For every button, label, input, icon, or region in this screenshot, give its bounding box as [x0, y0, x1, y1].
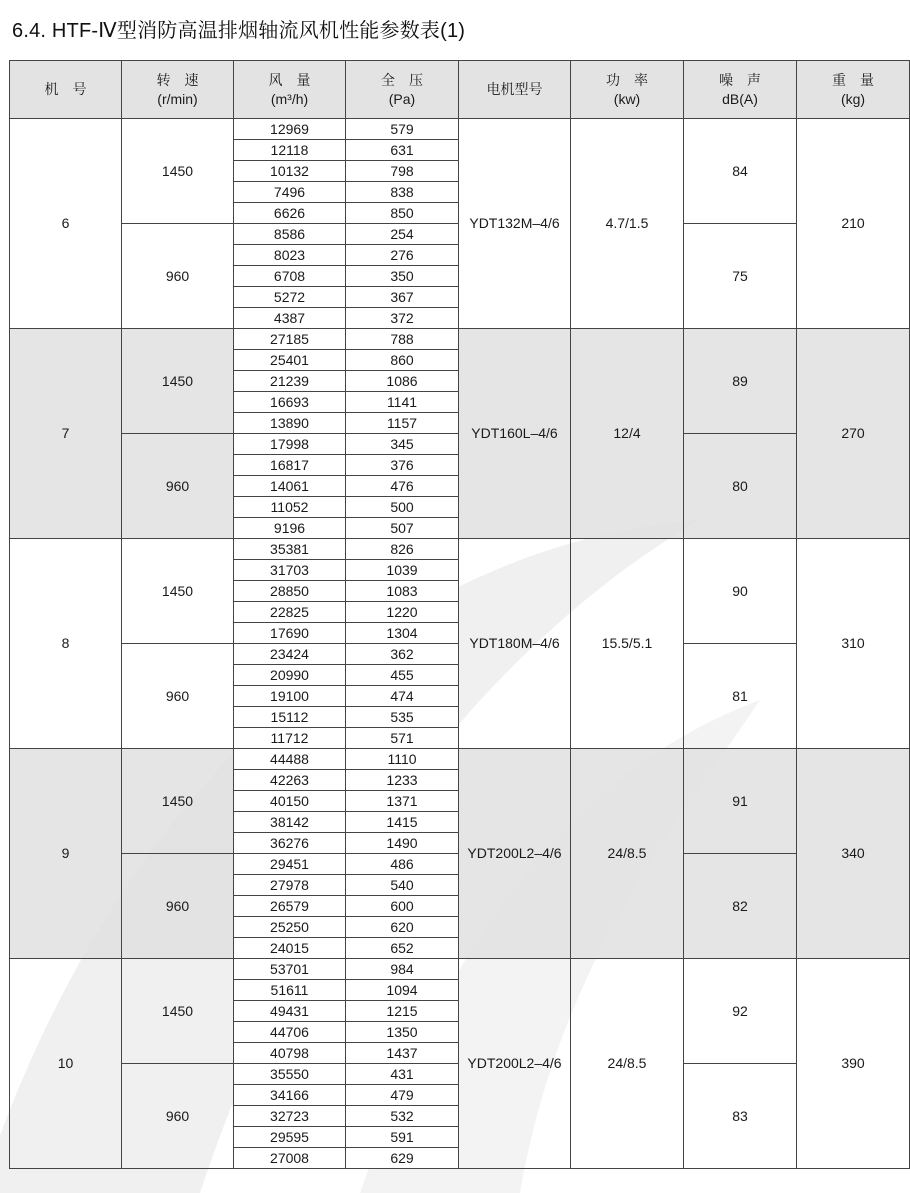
airflow-cell: 8586: [234, 224, 346, 245]
pressure-cell: 1157: [346, 413, 459, 434]
airflow-cell: 34166: [234, 1085, 346, 1106]
pressure-cell: 984: [346, 959, 459, 980]
noise-cell: 90: [684, 539, 797, 644]
airflow-cell: 27978: [234, 875, 346, 896]
speed-cell: 960: [122, 1064, 234, 1169]
noise-cell: 80: [684, 434, 797, 539]
pressure-cell: 1437: [346, 1043, 459, 1064]
model-cell: 10: [10, 959, 122, 1169]
airflow-cell: 17690: [234, 623, 346, 644]
airflow-cell: 19100: [234, 686, 346, 707]
power-cell: 12/4: [571, 329, 684, 539]
weight-cell: 390: [797, 959, 910, 1169]
airflow-cell: 35381: [234, 539, 346, 560]
airflow-cell: 16817: [234, 455, 346, 476]
table-row: [10, 959, 910, 980]
pressure-cell: 1215: [346, 1001, 459, 1022]
pressure-cell: 850: [346, 203, 459, 224]
pressure-cell: 476: [346, 476, 459, 497]
noise-cell: 83: [684, 1064, 797, 1169]
airflow-cell: 20990: [234, 665, 346, 686]
header-motor: 电机型号: [459, 61, 571, 119]
table-row: [10, 119, 910, 140]
pressure-cell: 254: [346, 224, 459, 245]
weight-cell: 310: [797, 539, 910, 749]
header-speed: 转速 (r/min): [122, 61, 234, 119]
speed-cell: 960: [122, 224, 234, 329]
airflow-cell: 12969: [234, 119, 346, 140]
pressure-cell: 1141: [346, 392, 459, 413]
pressure-cell: 826: [346, 539, 459, 560]
noise-cell: 91: [684, 749, 797, 854]
header-noise: 噪声 dB(A): [684, 61, 797, 119]
airflow-cell: 49431: [234, 1001, 346, 1022]
header-pressure: 全压 (Pa): [346, 61, 459, 119]
airflow-cell: 11712: [234, 728, 346, 749]
pressure-cell: 479: [346, 1085, 459, 1106]
pressure-cell: 1415: [346, 812, 459, 833]
header-power: 功率 (kw): [571, 61, 684, 119]
airflow-cell: 5272: [234, 287, 346, 308]
pressure-cell: 532: [346, 1106, 459, 1127]
airflow-cell: 13890: [234, 413, 346, 434]
pressure-cell: 1350: [346, 1022, 459, 1043]
airflow-cell: 28850: [234, 581, 346, 602]
airflow-cell: 15112: [234, 707, 346, 728]
airflow-cell: 27008: [234, 1148, 346, 1169]
pressure-cell: 500: [346, 497, 459, 518]
pressure-cell: 591: [346, 1127, 459, 1148]
model-cell: 7: [10, 329, 122, 539]
pressure-cell: 372: [346, 308, 459, 329]
pressure-cell: 1233: [346, 770, 459, 791]
airflow-cell: 25250: [234, 917, 346, 938]
pressure-cell: 600: [346, 896, 459, 917]
pressure-cell: 345: [346, 434, 459, 455]
pressure-cell: 367: [346, 287, 459, 308]
model-cell: 9: [10, 749, 122, 959]
airflow-cell: 35550: [234, 1064, 346, 1085]
airflow-cell: 38142: [234, 812, 346, 833]
pressure-cell: 350: [346, 266, 459, 287]
airflow-cell: 8023: [234, 245, 346, 266]
airflow-cell: 6708: [234, 266, 346, 287]
pressure-cell: 579: [346, 119, 459, 140]
pressure-cell: 629: [346, 1148, 459, 1169]
pressure-cell: 620: [346, 917, 459, 938]
pressure-cell: 535: [346, 707, 459, 728]
speed-cell: 960: [122, 434, 234, 539]
airflow-cell: 27185: [234, 329, 346, 350]
motor-cell: YDT200L2–4/6: [459, 749, 571, 959]
airflow-cell: 12118: [234, 140, 346, 161]
pressure-cell: 362: [346, 644, 459, 665]
airflow-cell: 44706: [234, 1022, 346, 1043]
motor-cell: YDT132M–4/6: [459, 119, 571, 329]
table-row: [10, 329, 910, 350]
pressure-cell: 631: [346, 140, 459, 161]
page-title: 6.4. HTF-Ⅳ型消防高温排烟轴流风机性能参数表(1): [12, 20, 466, 42]
airflow-cell: 40150: [234, 791, 346, 812]
motor-cell: YDT200L2–4/6: [459, 959, 571, 1169]
airflow-cell: 17998: [234, 434, 346, 455]
pressure-cell: 486: [346, 854, 459, 875]
pressure-cell: 860: [346, 350, 459, 371]
fan-performance-table: [9, 60, 910, 1169]
airflow-cell: 53701: [234, 959, 346, 980]
airflow-cell: 23424: [234, 644, 346, 665]
pressure-cell: 455: [346, 665, 459, 686]
airflow-cell: 44488: [234, 749, 346, 770]
pressure-cell: 540: [346, 875, 459, 896]
motor-cell: YDT160L–4/6: [459, 329, 571, 539]
speed-cell: 1450: [122, 119, 234, 224]
airflow-cell: 24015: [234, 938, 346, 959]
speed-cell: 960: [122, 854, 234, 959]
airflow-cell: 22825: [234, 602, 346, 623]
speed-cell: 1450: [122, 329, 234, 434]
weight-cell: 340: [797, 749, 910, 959]
airflow-cell: 42263: [234, 770, 346, 791]
header-airflow: 风量 (m³/h): [234, 61, 346, 119]
weight-cell: 210: [797, 119, 910, 329]
airflow-cell: 10132: [234, 161, 346, 182]
power-cell: 15.5/5.1: [571, 539, 684, 749]
pressure-cell: 474: [346, 686, 459, 707]
airflow-cell: 51611: [234, 980, 346, 1001]
pressure-cell: 798: [346, 161, 459, 182]
airflow-cell: 29595: [234, 1127, 346, 1148]
airflow-cell: 16693: [234, 392, 346, 413]
pressure-cell: 1039: [346, 560, 459, 581]
airflow-cell: 29451: [234, 854, 346, 875]
pressure-cell: 376: [346, 455, 459, 476]
airflow-cell: 7496: [234, 182, 346, 203]
airflow-cell: 9196: [234, 518, 346, 539]
pressure-cell: 652: [346, 938, 459, 959]
speed-cell: 1450: [122, 959, 234, 1064]
power-cell: 24/8.5: [571, 959, 684, 1169]
airflow-cell: 4387: [234, 308, 346, 329]
airflow-cell: 25401: [234, 350, 346, 371]
airflow-cell: 6626: [234, 203, 346, 224]
airflow-cell: 31703: [234, 560, 346, 581]
table-row: [10, 749, 910, 770]
speed-cell: 1450: [122, 749, 234, 854]
pressure-cell: 838: [346, 182, 459, 203]
noise-cell: 84: [684, 119, 797, 224]
speed-cell: 960: [122, 644, 234, 749]
airflow-cell: 36276: [234, 833, 346, 854]
pressure-cell: 1083: [346, 581, 459, 602]
power-cell: 24/8.5: [571, 749, 684, 959]
header-weight: 重量 (kg): [797, 61, 910, 119]
speed-cell: 1450: [122, 539, 234, 644]
pressure-cell: 1490: [346, 833, 459, 854]
pressure-cell: 571: [346, 728, 459, 749]
airflow-cell: 32723: [234, 1106, 346, 1127]
pressure-cell: 1220: [346, 602, 459, 623]
pressure-cell: 1304: [346, 623, 459, 644]
airflow-cell: 40798: [234, 1043, 346, 1064]
motor-cell: YDT180M–4/6: [459, 539, 571, 749]
noise-cell: 92: [684, 959, 797, 1064]
noise-cell: 82: [684, 854, 797, 959]
pressure-cell: 1086: [346, 371, 459, 392]
table-row: [10, 539, 910, 560]
model-cell: 6: [10, 119, 122, 329]
model-cell: 8: [10, 539, 122, 749]
pressure-cell: 1110: [346, 749, 459, 770]
airflow-cell: 21239: [234, 371, 346, 392]
noise-cell: 81: [684, 644, 797, 749]
pressure-cell: 1094: [346, 980, 459, 1001]
pressure-cell: 1371: [346, 791, 459, 812]
airflow-cell: 11052: [234, 497, 346, 518]
airflow-cell: 26579: [234, 896, 346, 917]
table-body: [10, 119, 910, 1169]
header-model: 机号: [10, 61, 122, 119]
pressure-cell: 788: [346, 329, 459, 350]
noise-cell: 75: [684, 224, 797, 329]
pressure-cell: 431: [346, 1064, 459, 1085]
header-row: [10, 61, 910, 119]
weight-cell: 270: [797, 329, 910, 539]
power-cell: 4.7/1.5: [571, 119, 684, 329]
airflow-cell: 14061: [234, 476, 346, 497]
pressure-cell: 507: [346, 518, 459, 539]
pressure-cell: 276: [346, 245, 459, 266]
noise-cell: 89: [684, 329, 797, 434]
